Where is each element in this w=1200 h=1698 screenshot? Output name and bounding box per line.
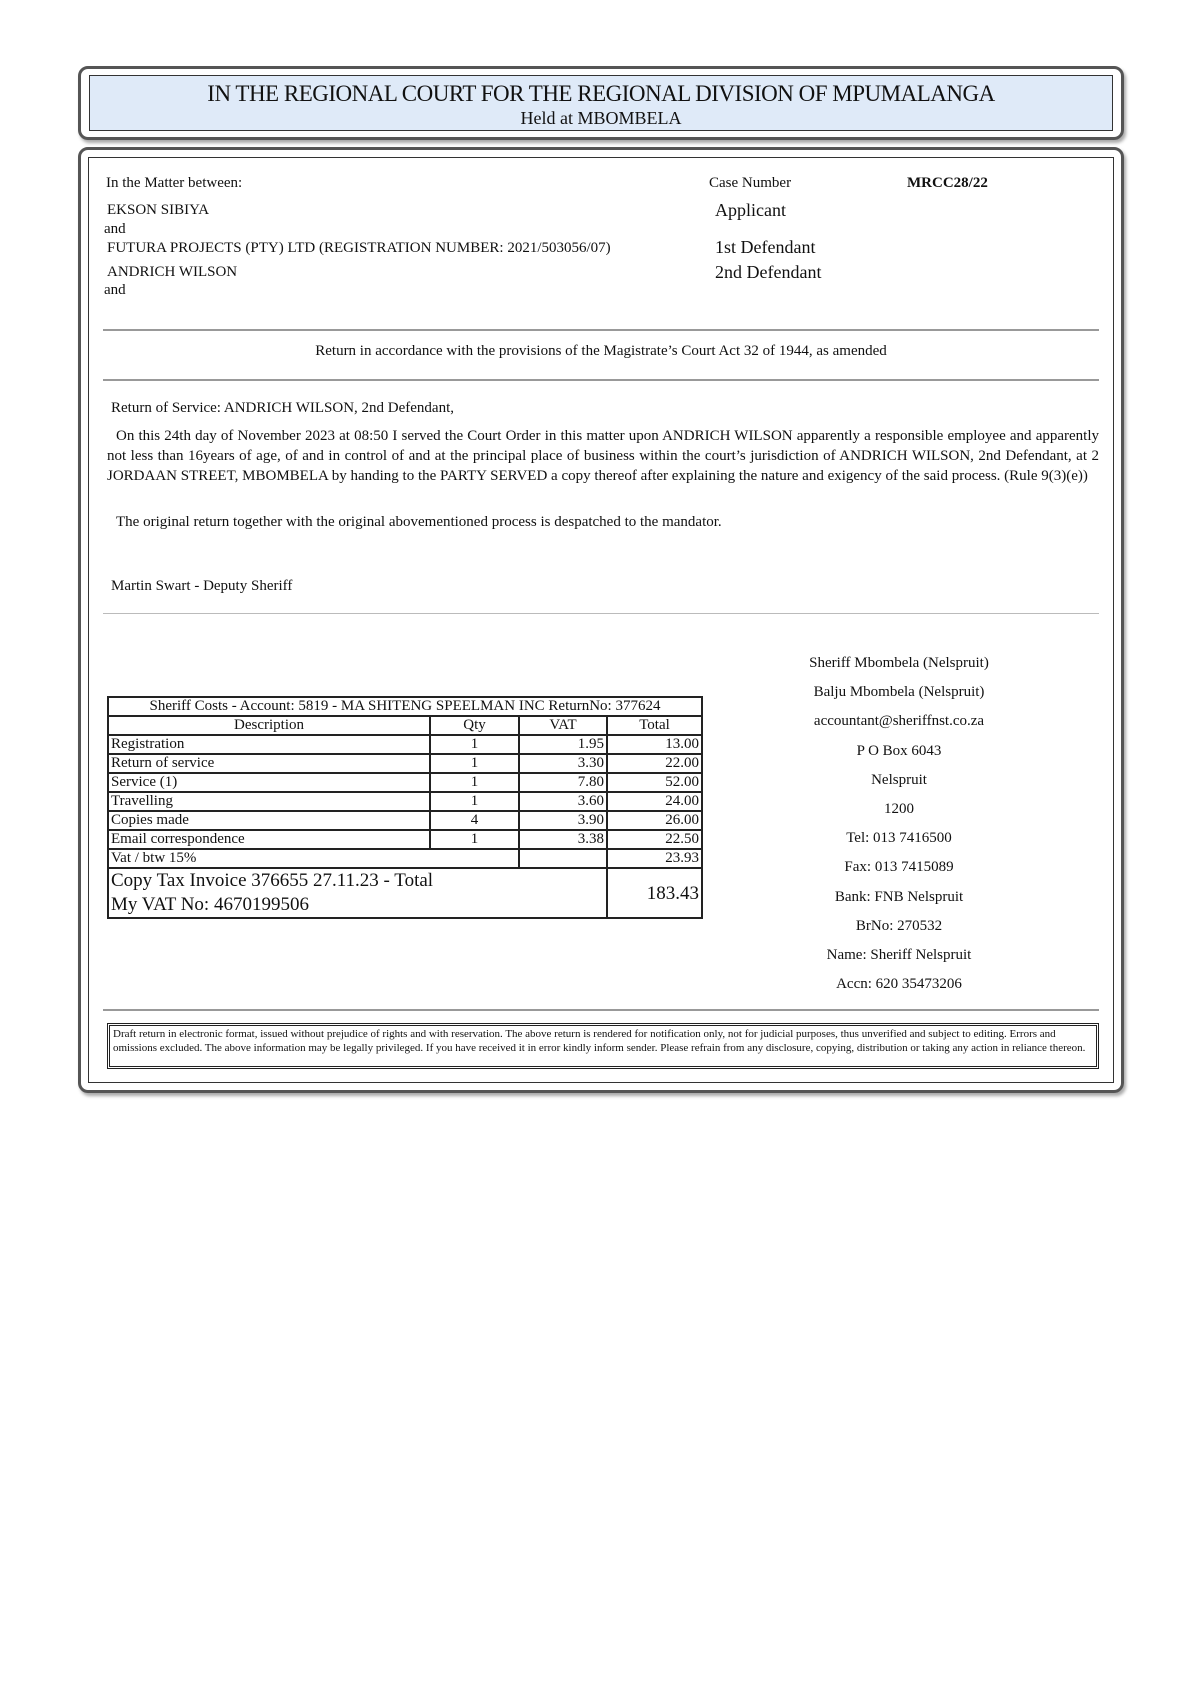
vat-label: Vat / btw 15% [108, 849, 519, 868]
cost-vat: 3.60 [519, 792, 607, 811]
service-statement: On this 24th day of November 2023 at 08:50 I served the Court Order in this matter upon ANDRICH WILSON apparently a responsible employee and apparently not less than 16years of age, of and in control of and at the principal place of business within the court’s jurisdiction of ANDRICH WILSON, 2nd Defendant, at 2 JORDAAN STREET, MBOMBELA by handing to the PARTY SERVED a copy thereof after explaining the nature and exigency of the said process. (Rule 9(3)(e)) [107, 428, 1099, 484]
sheriff-costs-table [107, 696, 703, 919]
tax-invoice-line: Copy Tax Invoice 376655 27.11.23 - Total [111, 870, 434, 891]
court-location: Held at MBOMBELA [520, 108, 682, 128]
divider [103, 1009, 1099, 1011]
act-reference: Return in accordance with the provisions of the Magistrate’s Court Act 32 of 1944, as amended [315, 343, 887, 359]
service-heading: Return of Service: ANDRICH WILSON, 2nd Defendant, [111, 400, 454, 416]
cost-vat: 3.38 [519, 830, 607, 849]
account-name: Name: Sheriff Nelspruit [826, 946, 972, 963]
city: Nelspruit [871, 771, 927, 788]
cost-vat: 3.30 [519, 754, 607, 773]
cost-qty: 1 [430, 792, 519, 811]
cost-total: 52.00 [607, 773, 702, 792]
case-number-label: Case Number [709, 175, 792, 191]
court-title: IN THE REGIONAL COURT FOR THE REGIONAL DIVISION OF MPUMALANGA [207, 81, 995, 106]
vat-row [108, 849, 702, 868]
cost-total: 22.00 [607, 754, 702, 773]
postal-code: 1200 [884, 800, 914, 817]
divider [103, 613, 1099, 614]
cost-row [108, 754, 702, 773]
party-name: EKSON SIBIYA [107, 202, 210, 218]
court-header [78, 66, 1124, 140]
cost-qty: 1 [430, 735, 519, 754]
cost-row [108, 811, 702, 830]
cost-vat: 3.90 [519, 811, 607, 830]
vat-empty-cell [519, 849, 607, 868]
cost-vat: 7.80 [519, 773, 607, 792]
cost-description: Copies made [108, 811, 430, 830]
cost-description: Email correspondence [108, 830, 430, 849]
court-header-panel [89, 75, 1113, 131]
costs-title: Sheriff Costs - Account: 5819 - MA SHITENG SPEELMAN INC ReturnNo: 377624 [108, 697, 702, 716]
invoice-total-row [108, 868, 702, 918]
cost-row [108, 830, 702, 849]
cost-description: Service (1) [108, 773, 430, 792]
disclaimer: Draft return in electronic format, issued without prejudice of rights and with reservation. The above return is rendered for notification only, not for judicial purposes, thus unverified and subject to editing. Errors and omissions excluded. The above information may be legally privileged. If you have received it in error kindly inform sender. Please refrain from any disclosure, copying, distribution or taking any action in reliance thereon. [107, 1023, 1099, 1069]
column-header: Qty [430, 716, 519, 735]
balju-office-name: Balju Mbombela (Nelspruit) [813, 684, 985, 701]
branch-number: BrNo: 270532 [855, 917, 943, 934]
case-number: MRCC28/22 [907, 175, 988, 191]
po-box: P O Box 6043 [856, 742, 942, 759]
cost-vat: 1.95 [519, 735, 607, 754]
party-role: Applicant [715, 200, 786, 220]
original-return-note: The original return together with the original abovementioned process is despatched to the mandator. [116, 514, 722, 530]
bank: Bank: FNB Nelspruit [834, 888, 964, 905]
sheriff-office-name: Sheriff Mbombela (Nelspruit) [809, 655, 989, 671]
cost-qty: 1 [430, 754, 519, 773]
fax: Fax: 013 7415089 [844, 859, 954, 876]
return-document [78, 147, 1124, 1093]
account-number: Accn: 620 35473206 [836, 976, 962, 993]
sheriff-email: accountant@sheriffnst.co.za [813, 713, 985, 730]
divider [103, 329, 1099, 331]
vat-number-line: My VAT No: 4670199506 [111, 894, 309, 915]
party-name: ANDRICH WILSON [107, 264, 238, 280]
cost-total: 22.50 [607, 830, 702, 849]
document-body [88, 157, 1114, 1083]
party-name: FUTURA PROJECTS (PTY) LTD (REGISTRATION NUMBER: 2021/503056/07) [107, 240, 611, 256]
column-header: Total [607, 716, 702, 735]
cost-row [108, 735, 702, 754]
and-connector: and [104, 221, 126, 237]
column-header: Description [108, 716, 430, 735]
column-header: VAT [519, 716, 607, 735]
invoice-details [108, 868, 607, 918]
cost-qty: 1 [430, 830, 519, 849]
deputy-sheriff-signature: Martin Swart - Deputy Sheriff [111, 578, 293, 594]
matter-intro: In the Matter between: [106, 175, 243, 191]
vat-total: 23.93 [607, 849, 702, 868]
cost-total: 24.00 [607, 792, 702, 811]
cost-total: 13.00 [607, 735, 702, 754]
party-role: 2nd Defendant [715, 262, 822, 282]
cost-row [108, 792, 702, 811]
cost-total: 26.00 [607, 811, 702, 830]
cost-description: Registration [108, 735, 430, 754]
cost-description: Return of service [108, 754, 430, 773]
and-connector: and [104, 282, 126, 298]
cost-qty: 4 [430, 811, 519, 830]
telephone: Tel: 013 7416500 [846, 830, 952, 847]
cost-qty: 1 [430, 773, 519, 792]
cost-description: Travelling [108, 792, 430, 811]
sheriff-contact-details [779, 649, 1019, 999]
party-role: 1st Defendant [715, 237, 816, 257]
cost-row [108, 773, 702, 792]
grand-total: 183.43 [607, 868, 702, 918]
divider [103, 379, 1099, 381]
